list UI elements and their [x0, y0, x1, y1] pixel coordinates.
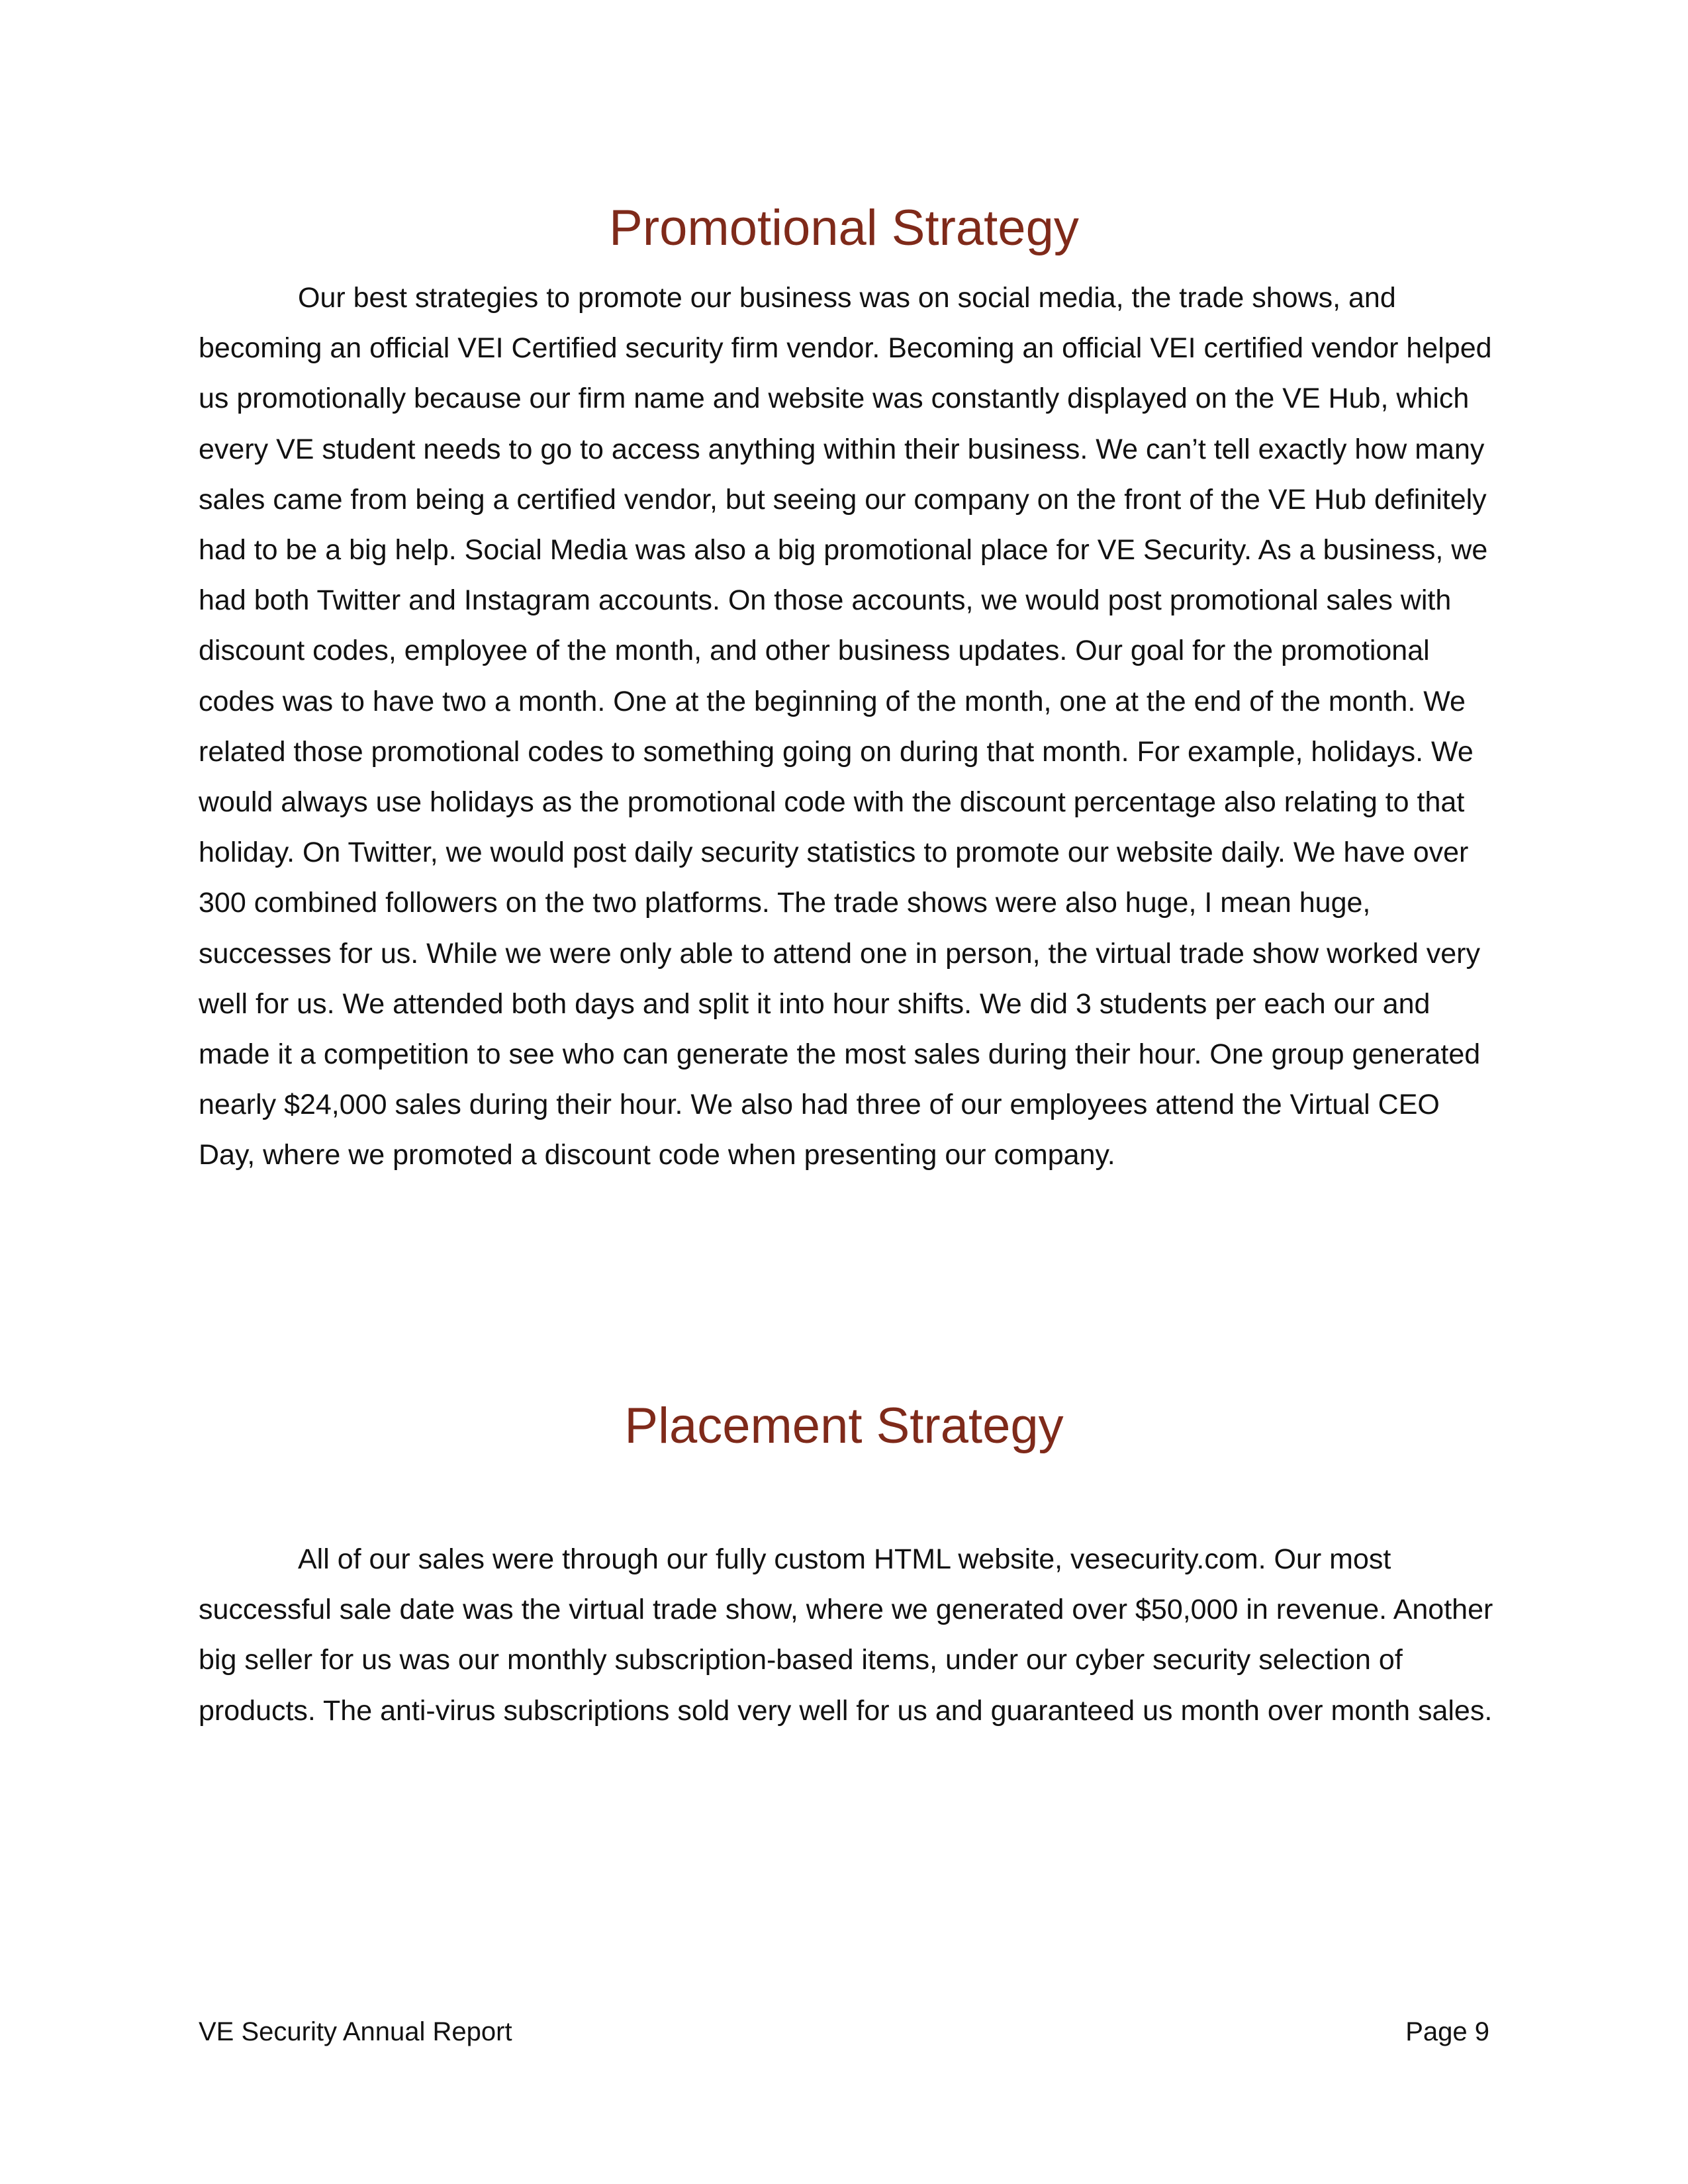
- placement-strategy-heading: Placement Strategy: [624, 1398, 1064, 1454]
- promotional-strategy-paragraph: Our best strategies to promote our business was on social media, the trade shows, and becoming an official VEI Certified security firm vendor. Becoming an official VEI certified vendor helped us promotionally because our firm name and website was constantly displayed on the VE Hub, which every VE student needs to go to access anything within their business. We can’t tell exactly how many sales came from being a certified vendor, but seeing our company on the front of the VE Hub definitely had to be a big help. Social Media was also a big promotional place for VE Security. As a business, we had both Twitter and Instagram accounts. On those accounts, we would post promotional sales with discount codes, employee of the month, and other business updates. Our goal for the promotional codes was to have two a month. One at the beginning of the month, one at the end of the month. We related those promotional codes to something going on during that month. For example, holidays. We would always use holidays as the promotional code with the discount percentage also relating to that holiday. On Twitter, we would post daily security statistics to promote our website daily. We have over 300 combined followers on the two platforms. The trade shows were also huge, I mean huge, successes for us. While we were only able to attend one in person, the virtual trade show worked very well for us. We attended both days and split it into hour shifts. We did 3 students per each our and made it a competition to see who can generate the most sales during their hour. One group generated nearly $24,000 sales during their hour. We also had three of our employees attend the Virtual CEO Day, where we promoted a discount code when presenting our company.: [199, 282, 1492, 1171]
- placement-strategy-paragraph: All of our sales were through our fully custom HTML website, vesecurity.com. Our most successful sale date was the virtual trade show, where we generated over $50,000 in revenue. Another big seller for us was our monthly subscription-based items, under our cyber security selection of products. The anti-virus subscriptions sold very well for us and guaranteed us month over month sales.: [199, 1543, 1493, 1727]
- footer-page-number: Page 9: [1405, 2017, 1489, 2046]
- footer-report-title: VE Security Annual Report: [199, 2017, 512, 2046]
- page-footer: [199, 2015, 1489, 2048]
- promotional-strategy-heading: Promotional Strategy: [609, 200, 1079, 256]
